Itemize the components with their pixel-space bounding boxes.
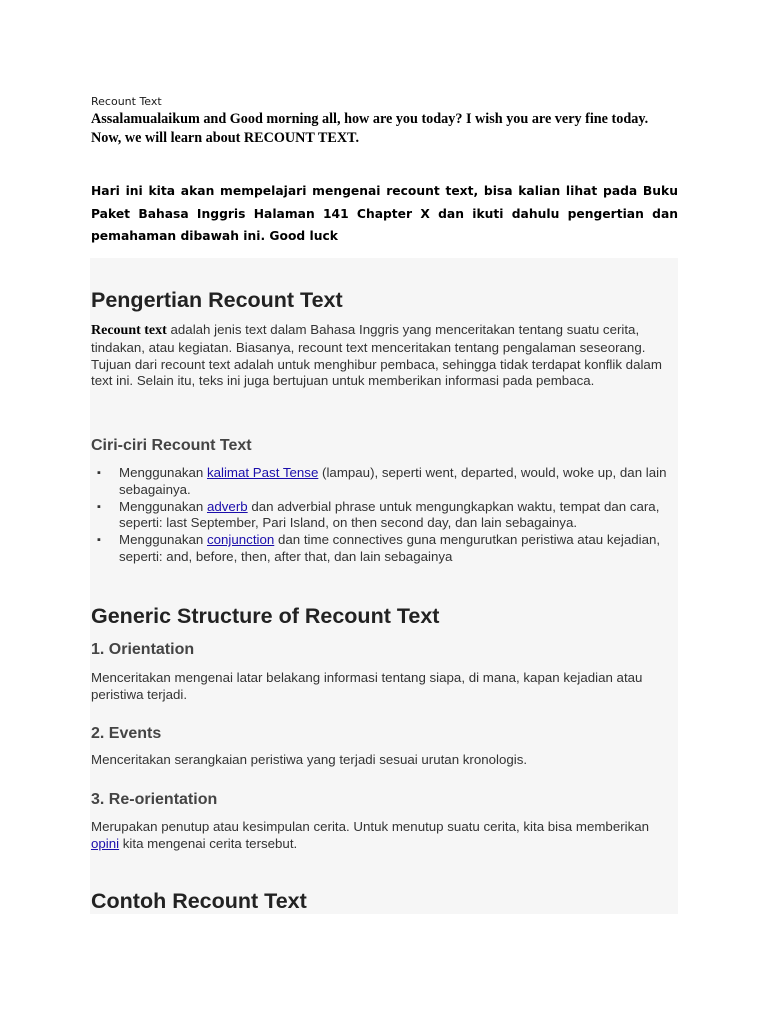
reorientation-body-wrap bbox=[91, 819, 676, 853]
contoh-heading: Contoh Recount Text bbox=[91, 889, 307, 913]
ciri-section bbox=[91, 436, 676, 456]
document-title: Recount Text bbox=[91, 95, 162, 108]
bullet-icon: ▪ bbox=[97, 467, 101, 479]
list-item bbox=[91, 465, 676, 499]
ciri-list bbox=[91, 465, 676, 566]
reorientation-text: Merupakan penutup atau kesimpulan cerita. Untuk menutup suatu cerita, kita bisa memberikan bbox=[91, 819, 650, 834]
reorientation-text: kita mengenai cerita tersebut. bbox=[119, 835, 298, 851]
link-opini[interactable]: opini bbox=[91, 835, 120, 851]
intro-paragraph: Hari ini kita akan mempelajari mengenai recount text, bisa kalian lihat pada Buku Paket Bahasa Inggris Halaman 141 Chapter X dan ikuti dahulu pengertian dan pemahaman dibawah ini. Good luck bbox=[91, 184, 678, 243]
link-conjunction[interactable]: conjunction bbox=[206, 532, 275, 548]
list-item bbox=[91, 499, 676, 533]
orientation-heading-wrap bbox=[91, 640, 676, 660]
list-item-text: (lampau), seperti went, departed, would, woke up, dan lain sebagainya. bbox=[119, 465, 667, 497]
pengertian-section bbox=[91, 287, 676, 313]
list-item-text: Menggunakan bbox=[119, 465, 207, 480]
events-paragraph: Menceritakan serangkaian peristiwa yang terjadi sesuai urutan kronologis. bbox=[91, 752, 528, 767]
reorientation-heading-wrap bbox=[91, 790, 676, 810]
greeting-paragraph: Assalamualaikum and Good morning all, how are you today? I wish you are very fine today. Now, we will learn about RECOUNT TEXT. bbox=[91, 111, 649, 146]
bullet-icon: ▪ bbox=[97, 500, 101, 513]
structure-heading: Generic Structure of Recount Text bbox=[91, 604, 440, 628]
pengertian-heading: Pengertian Recount Text bbox=[91, 288, 343, 312]
contoh-section bbox=[91, 888, 676, 914]
list-item-text: Menggunakan bbox=[119, 498, 207, 514]
events-body-wrap bbox=[91, 752, 676, 769]
list-item-text: dan time connectives guna mengurutkan peristiwa atau kejadian, seperti: and, before, then, after that, dan lain sebagainya bbox=[119, 532, 661, 564]
pengertian-paragraph bbox=[91, 322, 676, 390]
pengertian-body bbox=[91, 322, 676, 390]
ciri-list-container bbox=[91, 465, 676, 566]
events-heading-wrap bbox=[91, 724, 676, 744]
recount-text-term: Recount text bbox=[91, 323, 167, 338]
structure-section bbox=[91, 603, 676, 629]
link-kalimat-past-tense[interactable]: kalimat Past Tense bbox=[206, 465, 319, 480]
ciri-heading: Ciri-ciri Recount Text bbox=[91, 437, 252, 454]
reorientation-heading: 3. Re-orientation bbox=[91, 791, 218, 808]
link-adverb[interactable]: adverb bbox=[206, 498, 248, 514]
orientation-body-wrap bbox=[91, 670, 676, 704]
bullet-icon: ▪ bbox=[97, 534, 101, 547]
list-item bbox=[91, 532, 676, 566]
orientation-heading: 1. Orientation bbox=[91, 641, 195, 658]
events-heading: 2. Events bbox=[91, 725, 162, 742]
list-item-text: dan adverbial phrase untuk mengungkapkan waktu, tempat dan cara, seperti: last September, Pari Island, on then second day, dan lain sebagainya. bbox=[119, 498, 660, 531]
reorientation-paragraph bbox=[91, 819, 676, 853]
orientation-paragraph: Menceritakan mengenai latar belakang informasi tentang siapa, di mana, kapan kejadian atau peristiwa terjadi. bbox=[91, 670, 643, 702]
list-item-text: Menggunakan bbox=[119, 532, 207, 548]
pengertian-text: adalah jenis text dalam Bahasa Inggris yang menceritakan tentang suatu cerita, tindakan, atau kegiatan. Biasanya, recount text menceritakan tentang pengalaman seseorang. Tujuan dari recount text adalah untuk menghibur pembaca, sehingga tidak terdapat konflik dalam text ini. Selain itu, teks ini juga bertujuan untuk memberikan informasi pada pembaca. bbox=[91, 322, 662, 389]
